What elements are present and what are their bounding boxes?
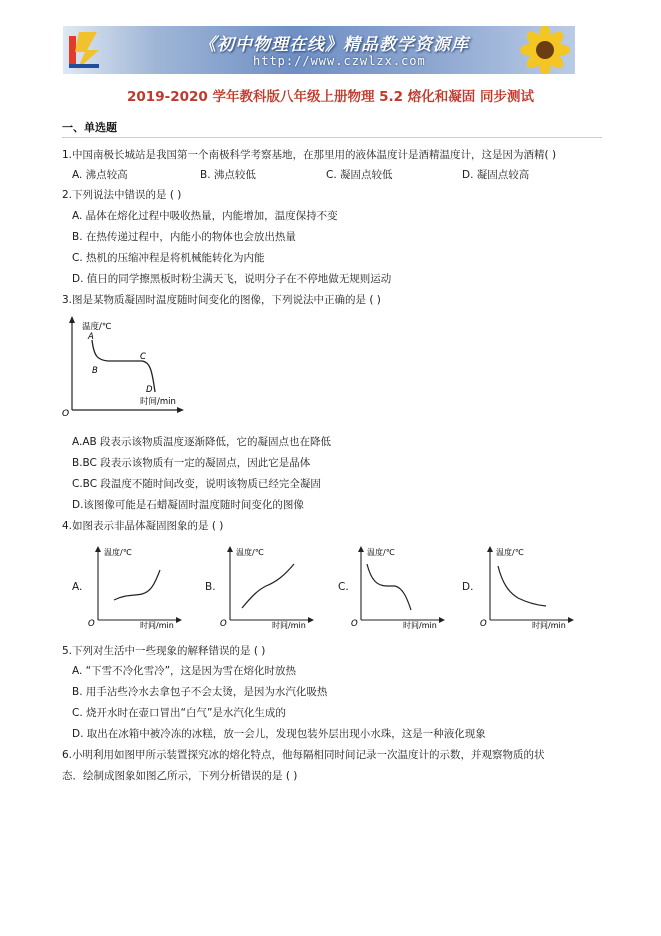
question-2-option-c[interactable]: C. 热机的压缩冲程是将机械能转化为内能 <box>72 252 265 264</box>
question-1-option-c[interactable]: C. 凝固点较低 <box>326 169 393 181</box>
question-5-option-d[interactable]: D. 取出在冰箱中被冷冻的冰糕，放一会儿，发现包装外层出现小水珠，这是一种液化现象 <box>72 728 486 740</box>
question-3-graph <box>60 312 190 420</box>
q4d-origin: O <box>480 619 487 629</box>
q3-origin: O <box>62 409 70 419</box>
q4c-ylabel: 温度/℃ <box>367 548 395 557</box>
q4b-origin: O <box>220 619 227 629</box>
q4d-xlabel: 时间/min <box>532 621 566 630</box>
question-4-stem: 4.如图表示非晶体凝固图象的是 ( ) <box>62 520 224 532</box>
question-2-stem: 2.下列说法中错误的是 ( ) <box>62 189 182 201</box>
question-2-option-b[interactable]: B. 在热传递过程中，内能小的物体也会放出热量 <box>72 231 296 243</box>
question-1-option-b[interactable]: B. 沸点较低 <box>200 169 256 181</box>
banner-url: http://www.czwlzx.com <box>253 54 426 68</box>
question-5-option-c[interactable]: C. 烧开水时在壶口冒出“白气”是水汽化生成的 <box>72 707 286 719</box>
q4b-ylabel: 温度/℃ <box>236 548 264 557</box>
question-4-graph-a <box>86 542 186 630</box>
document-title: 2019-2020 学年教科版八年级上册物理 5.2 熔化和凝固 同步测试 <box>127 89 534 105</box>
question-2-option-d[interactable]: D. 值日的同学擦黑板时粉尘满天飞，说明分子在不停地做无规则运动 <box>72 273 392 285</box>
q3-ylabel: 温度/℃ <box>82 322 112 332</box>
q4c-xlabel: 时间/min <box>403 621 437 630</box>
question-1-option-a[interactable]: A. 沸点较高 <box>72 169 128 181</box>
q4a-ylabel: 温度/℃ <box>104 548 132 557</box>
q4a-origin: O <box>88 619 95 629</box>
q4d-ylabel: 温度/℃ <box>496 548 524 557</box>
question-2-option-a[interactable]: A. 晶体在熔化过程中吸收热量，内能增加，温度保持不变 <box>72 210 338 222</box>
question-4-graph-b <box>218 542 318 630</box>
question-1-stem: 1.中国南极长城站是我国第一个南极科学考察基地，在那里用的液体温度计是酒精温度计，这是因为酒精( ) <box>62 149 557 161</box>
question-3-stem: 3.图是某物质凝固时温度随时间变化的图像，下列说法中正确的是 ( ) <box>62 294 381 306</box>
header-banner <box>63 26 575 74</box>
q3-point-a: A <box>88 332 94 342</box>
section-heading: 一、单选题 <box>62 121 117 134</box>
question-6-stem-line-2: 态．绘制成图象如图乙所示，下列分析错误的是 ( ) <box>62 770 298 782</box>
q4c-origin: O <box>351 619 358 629</box>
question-5-stem: 5.下列对生活中一些现象的解释错误的是 ( ) <box>62 645 266 657</box>
sunflower-icon <box>505 26 575 74</box>
banner-title: 《初中物理在线》精品教学资源库 <box>199 35 469 55</box>
q3-point-b: B <box>92 366 98 376</box>
q3-point-c: C <box>140 352 146 362</box>
q3-xlabel: 时间/min <box>140 397 176 407</box>
question-1-option-d[interactable]: D. 凝固点较高 <box>462 169 530 181</box>
question-4-graph-d <box>478 542 578 630</box>
section-divider <box>62 137 602 138</box>
question-4-option-a[interactable]: A. <box>72 581 83 593</box>
question-5-option-a[interactable]: A. “下雪不冷化雪冷”，这是因为雪在熔化时放热 <box>72 665 297 677</box>
question-4-option-b[interactable]: B. <box>205 581 216 593</box>
q3-point-d: D <box>146 385 153 395</box>
question-4-option-c[interactable]: C. <box>338 581 349 593</box>
question-5-option-b[interactable]: B. 用手沾些冷水去拿包子不会太烫，是因为水汽化吸热 <box>72 686 328 698</box>
question-6-stem-line-1: 6.小明利用如图甲所示装置探究冰的熔化特点，他每隔相同时间记录一次温度计的示数，并观察物质的状 <box>62 749 545 761</box>
question-3-option-d[interactable]: D.该图像可能是石蜡凝固时温度随时间变化的图像 <box>72 499 304 511</box>
question-4-option-d[interactable]: D. <box>462 581 474 593</box>
question-3-option-a[interactable]: A.AB 段表示该物质温度逐渐降低，它的凝固点也在降低 <box>72 436 332 448</box>
q4a-xlabel: 时间/min <box>140 621 174 630</box>
question-3-option-c[interactable]: C.BC 段温度不随时间改变，说明该物质已经完全凝固 <box>72 478 321 490</box>
question-3-option-b[interactable]: B.BC 段表示该物质有一定的凝固点，因此它是晶体 <box>72 457 311 469</box>
question-4-graph-c <box>349 542 449 630</box>
q4b-xlabel: 时间/min <box>272 621 306 630</box>
site-logo <box>67 28 107 72</box>
